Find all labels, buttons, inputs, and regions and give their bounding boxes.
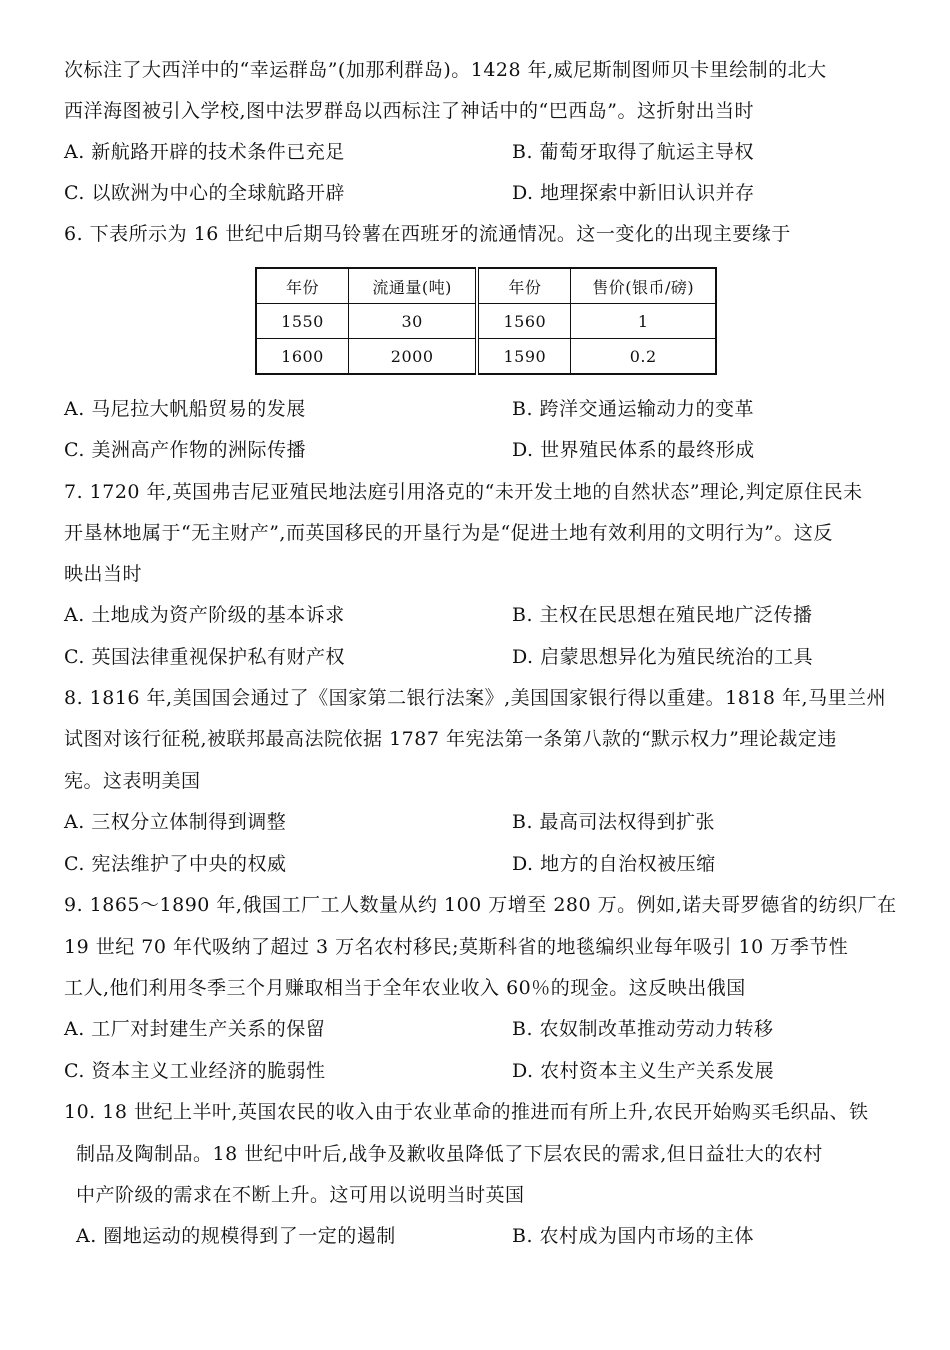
q9-stem-line-3: 工人,他们利用冬季三个月赚取相当于全年农业收入 60％的现金。这反映出俄国 [64,977,746,999]
q10-option-a: A. 圈地运动的规模得到了一定的遏制 [76,1225,396,1247]
q9-option-b: B. 农奴制改革推动劳动力转移 [512,1018,774,1040]
q6-stem: 6. 下表所示为 16 世纪中后期马铃薯在西班牙的流通情况。这一变化的出现主要缘于 [64,223,791,245]
q5-option-c: C. 以欧洲为中心的全球航路开辟 [64,182,345,204]
q9-stem-line-1: 9. 1865～1890 年,俄国工厂工人数量从约 100 万增至 280 万。例如,诺夫哥罗德省的纺织厂在 [64,894,897,916]
q7-option-a: A. 土地成为资产阶级的基本诉求 [64,604,345,626]
q8-stem-line-3: 宪。这表明美国 [64,770,201,792]
q7-stem-line-1: 7. 1720 年,英国弗吉尼亚殖民地法庭引用洛克的“未开发土地的自然状态”理论,判定原住民未 [64,481,863,503]
q8-stem-line-1: 8. 1816 年,美国国会通过了《国家第二银行法案》,美国国家银行得以重建。1818 年,马里兰州 [64,687,887,709]
q8-stem-line-2: 试图对该行征税,被联邦最高法院依据 1787 年宪法第一条第八款的“默示权力”理论裁定违 [64,728,837,750]
q8-option-b: B. 最高司法权得到扩张 [512,811,716,833]
q10-option-b: B. 农村成为国内市场的主体 [512,1225,755,1247]
q7-option-c: C. 英国法律重视保护私有财产权 [64,646,345,668]
q5-stem-line-2: 西洋海图被引入学校,图中法罗群岛以西标注了神话中的“巴西岛”。这折射出当时 [64,100,754,122]
table-cell: 1550 [256,304,349,339]
q10-stem-line-2: 制品及陶制品。18 世纪中叶后,战争及歉收虽降低了下层农民的需求,但日益壮大的农村 [76,1143,823,1165]
table-header-cell: 年份 [477,268,571,304]
table-header-row [256,268,716,304]
q7-option-b: B. 主权在民思想在殖民地广泛传播 [512,604,813,626]
potato-circulation-table [255,267,717,375]
table-cell: 1590 [477,339,571,375]
q10-stem-line-1: 10. 18 世纪上半叶,英国农民的收入由于农业革命的推进而有所上升,农民开始购买毛织品、铁 [64,1101,869,1123]
table-row [256,304,716,339]
q7-option-d: D. 启蒙思想异化为殖民统治的工具 [512,646,814,668]
table-cell: 0.2 [571,339,716,375]
q7-stem-line-3: 映出当时 [64,563,143,585]
q7-stem-line-2: 开垦林地属于“无主财产”,而英国移民的开垦行为是“促进土地有效利用的文明行为”。这反 [64,522,833,544]
q6-option-c: C. 美洲高产作物的洲际传播 [64,439,306,461]
q5-option-a: A. 新航路开辟的技术条件已充足 [64,141,345,163]
q10-stem-line-3: 中产阶级的需求在不断上升。这可用以说明当时英国 [76,1184,525,1206]
table-header-cell: 年份 [256,268,349,304]
q9-option-c: C. 资本主义工业经济的脆弱性 [64,1060,326,1082]
table-cell: 30 [349,304,478,339]
q9-option-d: D. 农村资本主义生产关系发展 [512,1060,775,1082]
q6-option-d: D. 世界殖民体系的最终形成 [512,439,755,461]
table-header-cell: 流通量(吨) [349,268,478,304]
table-cell: 1 [571,304,716,339]
table-cell: 2000 [349,339,478,375]
q9-stem-line-2: 19 世纪 70 年代吸纳了超过 3 万名农村移民;莫斯科省的地毯编织业每年吸引 10 万季节性 [64,936,849,958]
q8-option-c: C. 宪法维护了中央的权威 [64,853,287,875]
q6-option-a: A. 马尼拉大帆船贸易的发展 [64,398,306,420]
q5-stem-line-1: 次标注了大西洋中的“幸运群岛”(加那利群岛)。1428 年,威尼斯制图师贝卡里绘制的北大 [64,59,827,81]
q6-option-b: B. 跨洋交通运输动力的变革 [512,398,755,420]
table-cell: 1600 [256,339,349,375]
q8-option-d: D. 地方的自治权被压缩 [512,853,716,875]
q5-option-b: B. 葡萄牙取得了航运主导权 [512,141,755,163]
q8-option-a: A. 三权分立体制得到调整 [64,811,287,833]
table-row [256,339,716,375]
table-cell: 1560 [477,304,571,339]
q9-option-a: A. 工厂对封建生产关系的保留 [64,1018,326,1040]
table-header-cell: 售价(银币/磅) [571,268,716,304]
q5-option-d: D. 地理探索中新旧认识并存 [512,182,755,204]
